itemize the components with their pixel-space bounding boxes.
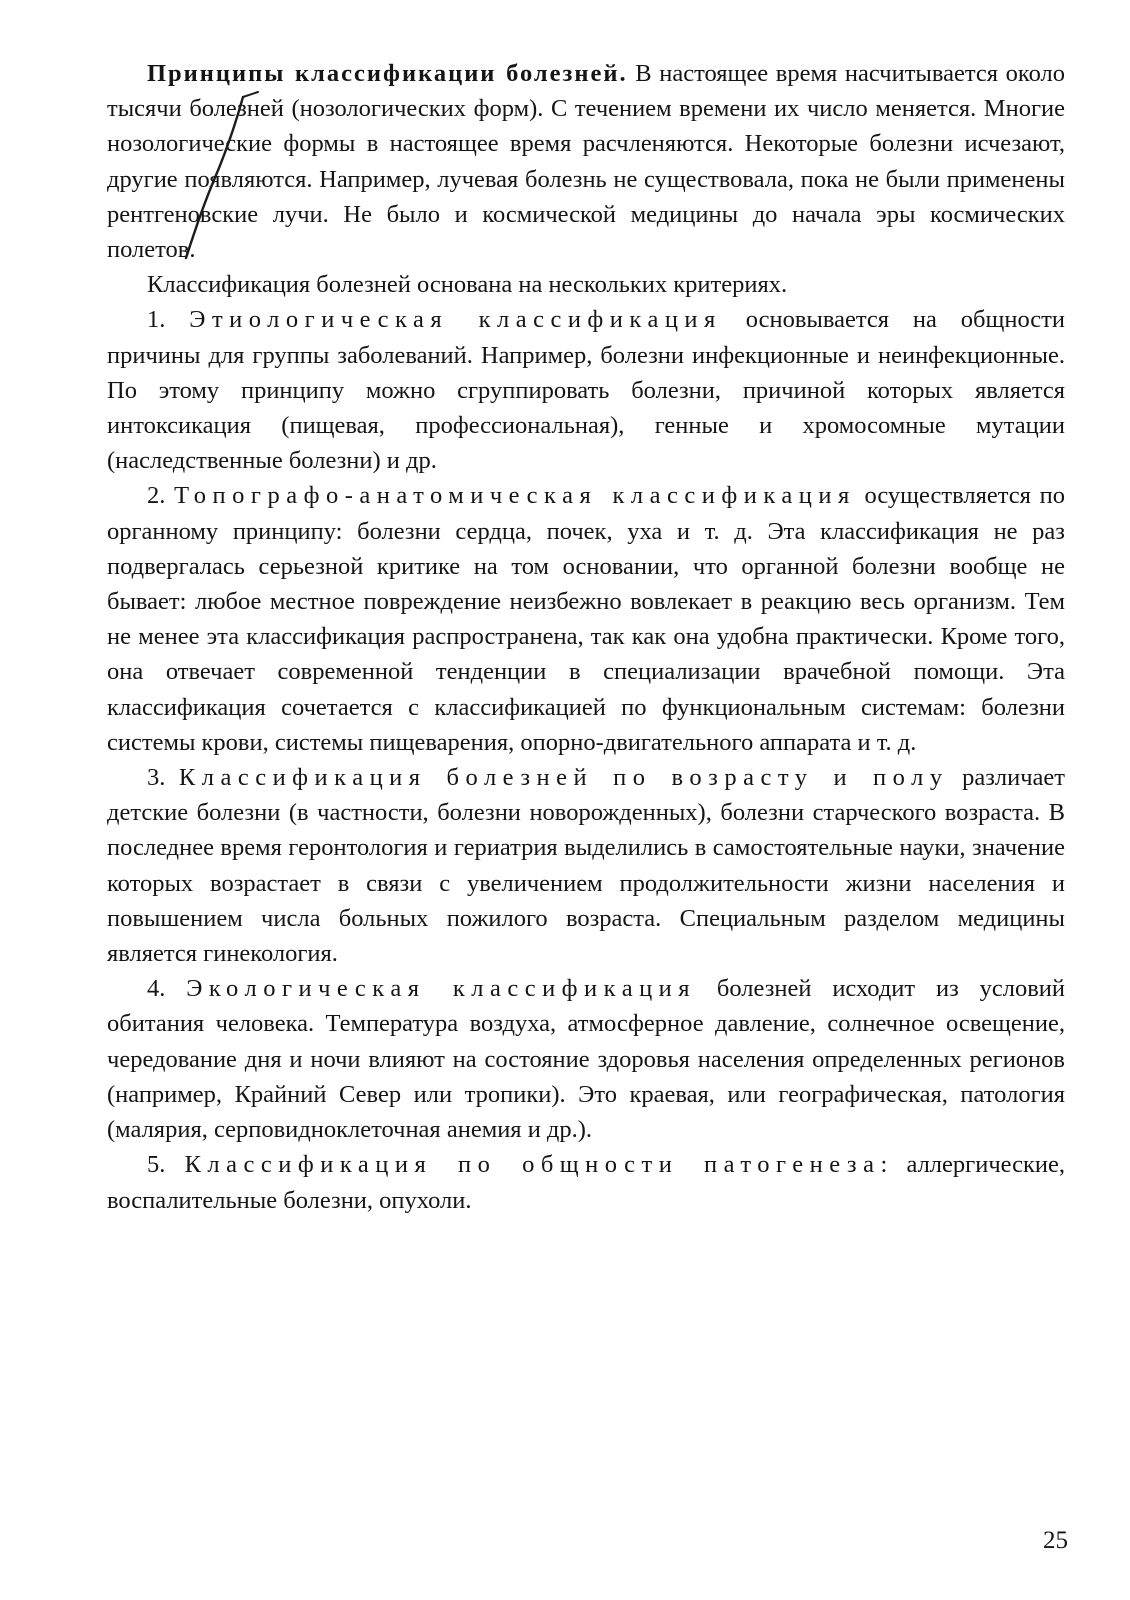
- criterion-number: 2.: [147, 482, 166, 510]
- criterion-term: Этиологическая классификация: [189, 306, 722, 334]
- intro-paragraph: [107, 56, 1065, 267]
- criterion-text: болезней исходит из условий обитания человека. Температура воздуха, атмосферное давление, солнечное освещение, чередование дня и ночи влияют на состояние здоровья населения определенных регионов (например, Крайний Север или тропики). Это краевая, или географическая, патология (малярия, серповидноклеточная анемия и др.).: [107, 975, 1065, 1144]
- criterion-paragraph-4: [107, 971, 1065, 1147]
- section-lead-heading: Принципы классификации болезней.: [147, 60, 628, 87]
- criterion-paragraph-2: [107, 478, 1065, 760]
- criterion-text: осуществляется по органному принципу: болезни сердца, почек, уха и т. д. Эта классификация не раз подвергалась серьезной критике на том основании, что органной болезни вообще не бывает: любое местное повреждение неизбежно вовлекает в реакцию весь организм. Тем не менее эта классификация распространена, так как она удобна практически. Кроме того, она отвечает современной тенденции в специализации врачебной помощи. Эта классификация сочетается с классификацией по функциональным системам: болезни системы крови, системы пищеварения, опорно-двигательного аппарата и т. д.: [107, 482, 1065, 756]
- criterion-number: 3.: [147, 764, 166, 792]
- intro-text: В настоящее время насчитывается около тысячи болезней (нозологических форм). С течением времени их число меняется. Многие нозологические формы в настоящее время расчленяются. Некоторые болезни исчезают, другие появляются. Например, лучевая болезнь не существовала, пока не были применены рентгеновские лучи. Не было и космической медицины до начала эры космических полетов.: [107, 60, 1065, 264]
- body-text: [107, 56, 1065, 1218]
- criterion-text: различает детские болезни (в частности, болезни новорожденных), болезни старческого возраста. В последнее время геронтология и гериатрия выделились в самостоятельные науки, значение которых возрастает в связи с увеличением продолжительности жизни населения и повышением числа больных пожилого возраста. Специальным разделом медицины является гинекология.: [107, 764, 1065, 968]
- criterion-number: 5.: [147, 1151, 166, 1179]
- criterion-term: Топографо-анатомическая классификация: [174, 482, 856, 510]
- criterion-text: : аллергические, воспалительные болезни, опухоли.: [107, 1151, 1066, 1214]
- criterion-paragraph-3: [107, 760, 1065, 971]
- criterion-term: Экологическая классификация: [186, 975, 697, 1003]
- criterion-text: основывается на общности причины для группы заболеваний. Например, болезни инфекционные и неинфекционные. По этому принципу можно сгруппировать болезни, причиной которых является интоксикация (пищевая, профессиональная), генные и хромосомные мутации (наследственные болезни) и др.: [107, 306, 1065, 475]
- criterion-paragraph-1: [107, 302, 1065, 478]
- criterion-number: 1.: [147, 306, 166, 334]
- criteria-intro-paragraph: Классификация болезней основана на нескольких критериях.: [147, 271, 788, 299]
- criterion-term: Классификация по общности патогенеза: [184, 1151, 881, 1179]
- criterion-paragraph-5: [107, 1147, 1065, 1217]
- criterion-number: 4.: [147, 975, 166, 1003]
- criterion-term: Классификация болезней по возрасту и полу: [178, 764, 949, 792]
- page-number: 25: [1043, 1527, 1068, 1554]
